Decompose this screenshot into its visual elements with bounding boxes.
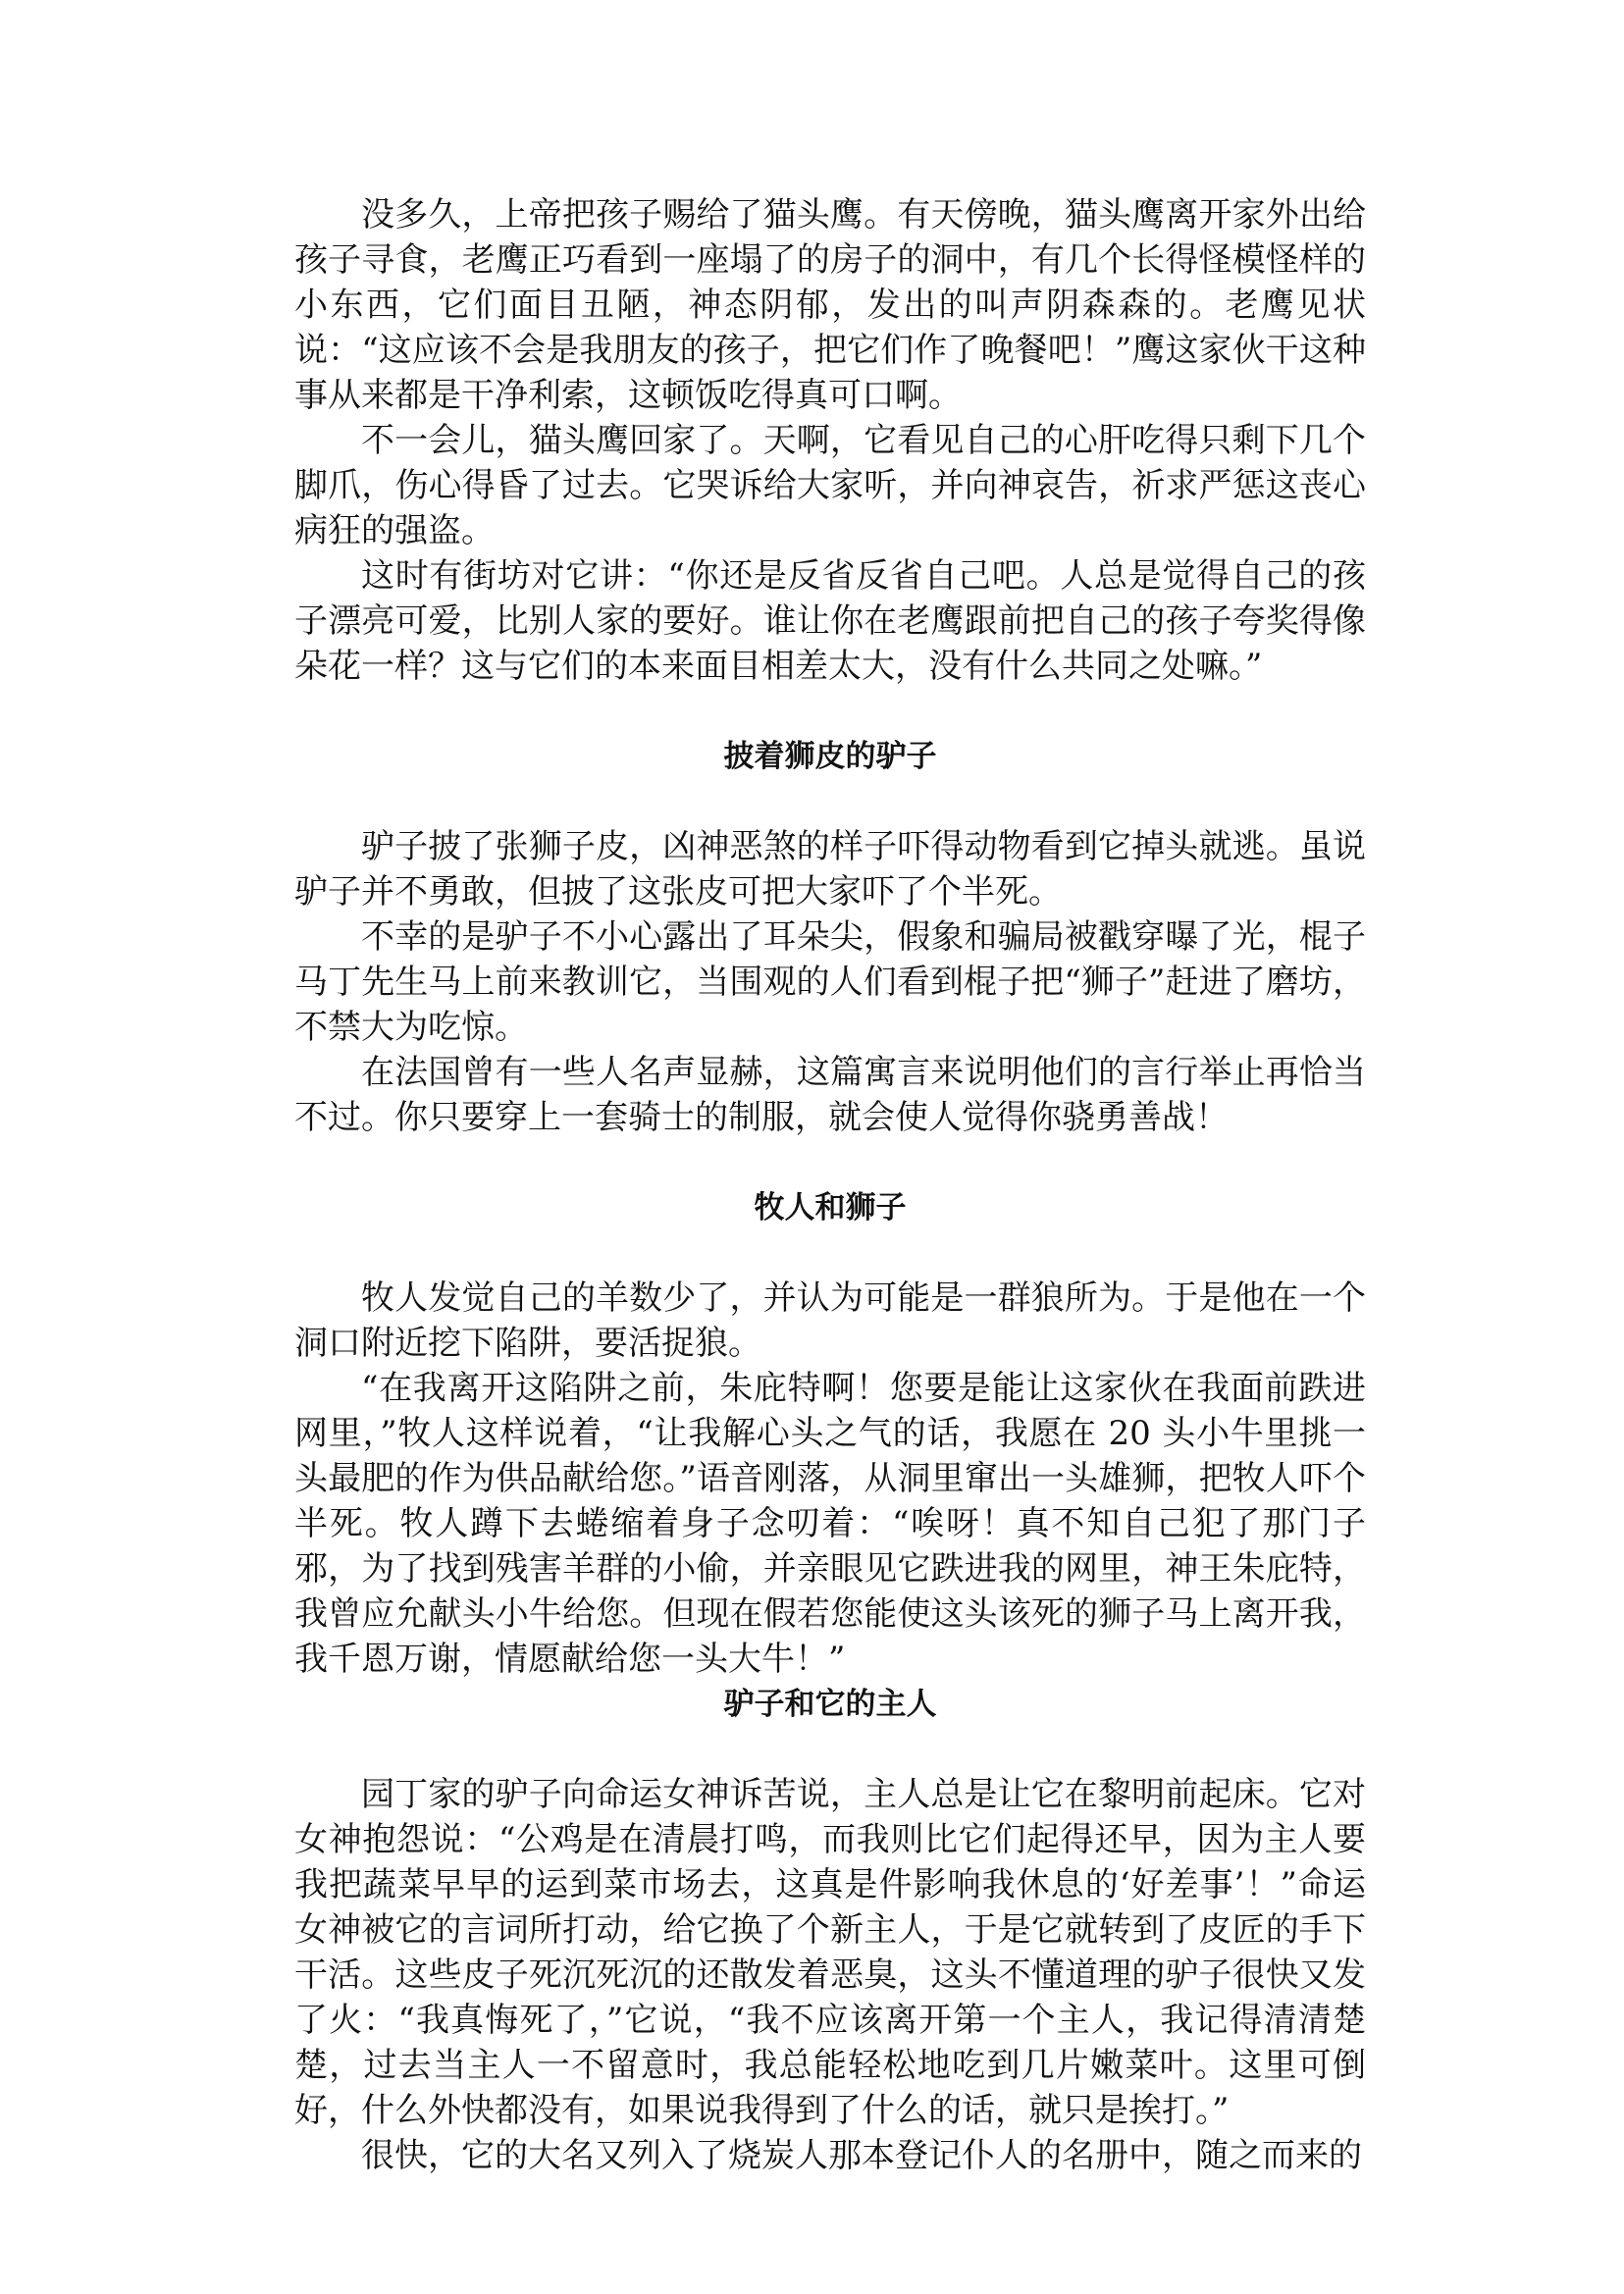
paragraph: 不一会儿，猫头鹰回家了。天啊，它看见自己的心肝吃得只剩下几个脚爪，伤心得昏了过去。它哭诉给大家听，并向神哀告，祈求严惩这丧心病狂的强盗。 bbox=[294, 421, 1366, 550]
paragraph: 很快，它的大名又列入了烧炭人那本登记仆人的名册中，随之而来的 bbox=[361, 2136, 1362, 2175]
paragraph: 这时有街坊对它讲：“你还是反省反省自己吧。人总是觉得自己的孩子漂亮可爱，比别人家的要好。谁让你在老鹰跟前把自己的孩子夸奖得像朵花一样？这与它们的本来面目相差太大，没有什么共同之处嘛。” bbox=[294, 556, 1366, 686]
paragraph: 驴子披了张狮子皮，凶神恶煞的样子吓得动物看到它掉头就逃。虽说驴子并不勇敢，但披了这张皮可把大家吓了个半死。 bbox=[294, 827, 1366, 912]
story-title: 驴子和它的主人 bbox=[723, 1687, 937, 1722]
document-body bbox=[294, 192, 1366, 2178]
paragraph: 园丁家的驴子向命运女神诉苦说，主人总是让它在黎明前起床。它对女神抱怨说：“公鸡是在清晨打鸣，而我则比它们起得还早，因为主人要我把蔬菜早早的运到菜市场去，这真是件影响我休息的‘好差事’！”命运女神被它的言词所打动，给它换了个新主人，于是它就转到了皮匠的手下干活。这些皮子死沉死沉的还散发着恶臭，这头不懂道理的驴子很快又发了火：“我真悔死了，”它说，“我不应该离开第一个主人，我记得清清楚楚，过去当主人一不留意时，我总能轻松地吃到几片嫩菜叶。这里可倒好，什么外快都没有，如果说我得到了什么的话，就只是挨打。” bbox=[294, 1775, 1366, 2130]
paragraph: 牧人发觉自己的羊数少了，并认为可能是一群狼所为。于是他在一个洞口附近挖下陷阱，要活捉狼。 bbox=[294, 1278, 1366, 1363]
story-shepherd-and-lion bbox=[294, 1185, 1366, 1682]
story-donkey-in-lion-skin bbox=[294, 734, 1366, 1140]
paragraph: 没多久，上帝把孩子赐给了猫头鹰。有天傍晚，猫头鹰离开家外出给孩子寻食，老鹰正巧看到一座塌了的房子的洞中，有几个长得怪模怪样的小东西，它们面目丑陋，神态阴郁，发出的叫声阴森森的。老鹰见状说：“这应该不会是我朋友的孩子，把它们作了晚餐吧！”鹰这家伙干这种事从来都是干净利索，这顿饭吃得真可口啊。 bbox=[294, 195, 1366, 415]
paragraph: “在我离开这陷阱之前，朱庇特啊！您要是能让这家伙在我面前跌进网里，”牧人这样说着，“让我解心头之气的话，我愿在 20 头小牛里挑一头最肥的作为供品献给您。”语音刚落，从洞里窜出一头雄狮，把牧人吓个半死。牧人蹲下去蜷缩着身子念叨着：“唉呀！真不知自己犯了那门子邪，为了找到残害羊群的小偷，并亲眼见它跌进我的网里，神王朱庇特，我曾应允献头小牛给您。但现在假若您能使这头该死的狮子马上离开我，我千恩万谢，情愿献给您一头大牛！” bbox=[294, 1369, 1366, 1679]
story-donkey-and-master bbox=[294, 1682, 1366, 2178]
paragraph: 不幸的是驴子不小心露出了耳朵尖，假象和骗局被戳穿曝了光，棍子马丁先生马上前来教训它，当围观的人们看到棍子把“狮子”赶进了磨坊，不禁大为吃惊。 bbox=[294, 917, 1366, 1047]
paragraph: 在法国曾有一些人名声显赫，这篇寓言来说明他们的言行举止再恰当不过。你只要穿上一套骑士的制服，就会使人觉得你骁勇善战！ bbox=[294, 1053, 1366, 1137]
story-title: 牧人和狮子 bbox=[754, 1190, 907, 1225]
story-title: 披着狮皮的驴子 bbox=[723, 739, 937, 774]
story-owl-and-eagle bbox=[294, 192, 1366, 689]
